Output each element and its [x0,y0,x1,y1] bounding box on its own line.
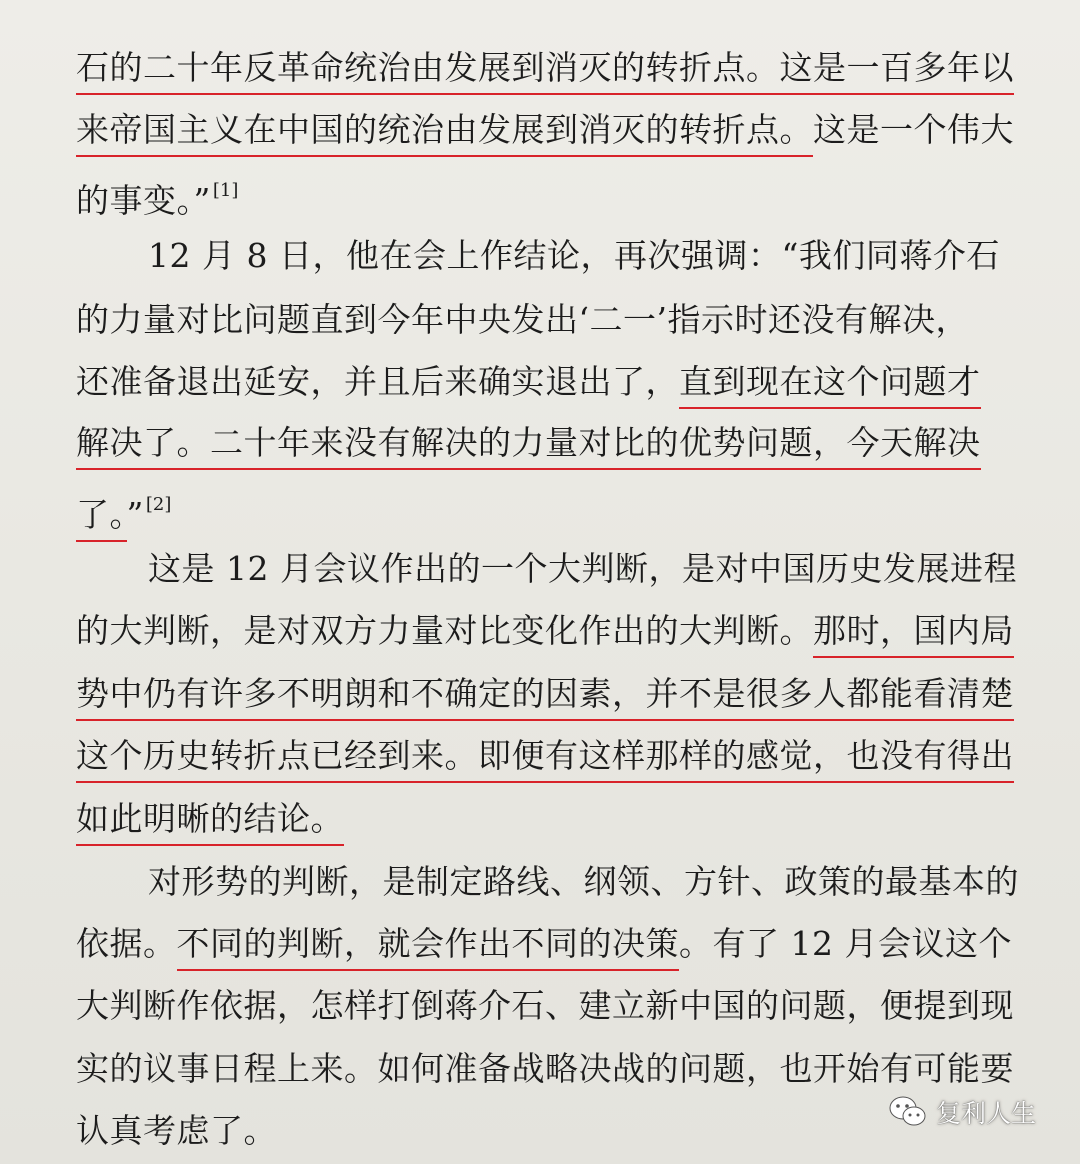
underlined-text: 石的二十年反革命统治由发展到消灭的转折点。这是一百多年以 [76,48,1014,95]
text-line [76,474,1002,536]
underlined-text: 如此明晰的结论。 [76,799,344,846]
paragraph-first-line [148,851,1019,913]
line-text: ” [126,495,144,534]
line-text: 实的议事日程上来。如何准备战略决战的问题，也开始有可能要 [76,1049,1014,1088]
text-line [76,99,1014,161]
line-text: 的大判断，是对双方力量对比变化作出的大判断。 [76,611,813,650]
line-text: 。有了 12 月会议这个 [679,924,1012,963]
watermark [888,1094,1036,1130]
line-text: 认真考虑了。 [76,1111,277,1150]
text-line [76,600,1014,662]
line-text: 大判断作依据，怎样打倒蒋介石、建立新中国的问题，便提到现 [76,986,1014,1025]
text-line [76,351,1002,413]
text-line [76,160,1002,222]
footnote-ref: [2] [145,494,172,515]
underlined-text: 不同的判断，就会作出不同的决策 [177,924,680,971]
text-line [76,663,1014,725]
wechat-icon [888,1095,928,1129]
paragraph-first-line [148,538,1017,600]
text-line [76,788,1002,850]
line-text: 对形势的判断，是制定路线、纲领、方针、政策的最基本的 [148,862,1019,901]
underlined-text: 势中仍有许多不明朗和不确定的因素，并不是很多人都能看清楚 [76,674,1014,721]
text-line [76,412,1002,474]
line-text: 12 月 8 日，他在会上作结论，再次强调：“我们同蒋介石 [148,236,1000,275]
line-text: 的事变。” [76,181,211,220]
text-line [76,37,1014,99]
underlined-text: 了。 [76,495,127,542]
text-line [76,1038,1014,1100]
line-text: 这是一个伟大 [813,110,1014,149]
line-text: 的力量对比问题直到今年中央发出‘二一’指示时还没有解决， [76,300,969,339]
underlined-text: 解决了。二十年来没有解决的力量对比的优势问题，今天解决 [76,423,981,470]
footnote-ref: [1] [212,180,239,201]
text-line [76,1100,1002,1162]
line-text: 依据。 [76,924,177,963]
underlined-text: 这个历史转折点已经到来。即便有这样那样的感觉，也没有得出 [76,736,1014,783]
line-text: 这是 12 月会议作出的一个大判断，是对中国历史发展进程 [148,549,1017,588]
line-text: 还准备退出延安，并且后来确实退出了， [76,362,679,401]
watermark-text: 复利人生 [936,1099,1037,1128]
underlined-text: 来帝国主义在中国的统治由发展到消灭的转折点。 [76,110,813,157]
underlined-text: 那时，国内局 [813,611,1014,658]
underlined-text: 直到现在这个问题才 [679,362,981,409]
paragraph-first-line [148,225,1002,287]
text-line [76,913,1012,975]
text-line [76,289,1002,351]
text-line [76,725,1014,787]
text-line [76,975,1014,1037]
